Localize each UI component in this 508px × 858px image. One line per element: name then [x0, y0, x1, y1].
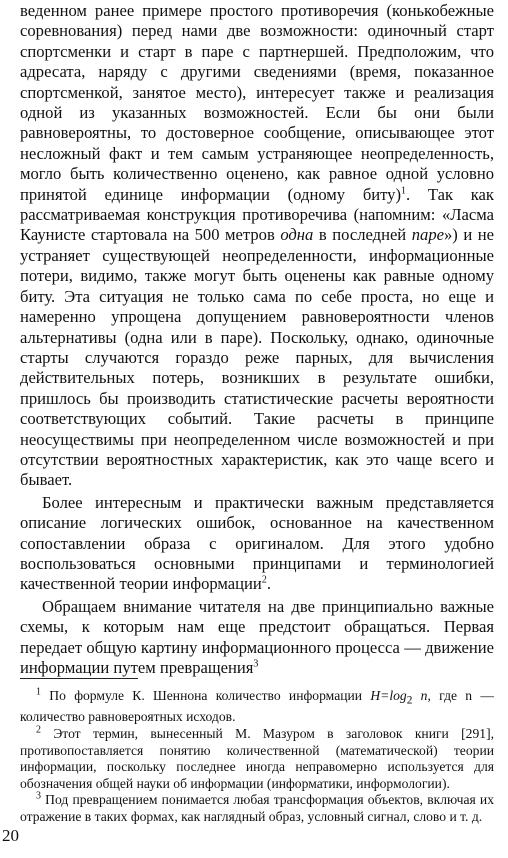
paragraph-1-part-d: ») и не устраняет существующей неопределенности, информационные потери, видимо, также могут быть оценены как равные одному биту. Эта ситуация не только сама по себе проста, но еще и намеренно упрощена допущением равновероятности членов альтернативы (одна или в паре). Поскольку, однако, одиночные старты случаются гораздо реже парных, для вычисления действительных потерь, возникших в результате ошибки, пришлось бы производить статистические расчеты вероятности соответствующих событий. Такие расчеты в принципе неосуществимы при неопределенном числе возможностей и при отсутствии вероятностных характеристик, как это чаще всего и бывает. — [20, 225, 495, 490]
footnote-2-mark: 2 — [36, 724, 41, 736]
paragraph-1-part-a: веденном ранее примере простого противоречия (конькобежные соревнования) перед нами две возможности: одиночный старт спортсменки и старт в паре с партнершей. Предположим, что адресата, наряду с другими сведениями (время, показанное спортсменкой, занятое место), интересует также и реализация одной из указанных возможностей. Если бы они были равновероятны, то достоверное сообщение, описывающее этот несложный факт и тем самым устраняющее неопределенность, могло быть количественно оценено, как равное одной условно принятой единице информации (одному биту) — [20, 1, 494, 204]
footnote-ref-2: 2 — [261, 574, 267, 586]
paragraph-3-part-a: Обращаем внимание читателя на две принципиально важные схемы, к которым нам еще предстоит обращаться. Первая передает общую картину информационного процесса — движение информации путем превращения — [20, 596, 494, 677]
footnote-1-formula-sub: 2 — [406, 694, 413, 707]
paragraph-1-emphasis-pare: паре — [411, 225, 444, 245]
footnote-3-text: Под превращением понимается любая трансформация объектов, включая их отражение в таких формах, как наглядный образ, условный сигнал, слово и т. д. — [20, 792, 494, 824]
footnote-2-text: Этот термин, вынесенный М. Мазуром в заголовок книги [291], противопоставляется понятию количественной (математической) теории информации, поскольку последнее иногда неправомерно используется для обозначения общей науки об информации (информатики, информологии). — [20, 725, 494, 791]
paragraph-3 — [20, 597, 494, 679]
footnote-ref-1: 1 — [401, 185, 407, 197]
paragraph-1-part-c: в последней — [313, 225, 412, 245]
footnote-3 — [20, 792, 494, 825]
paragraph-1-part-b: . Так как рассматриваемая конструкция противоречива (напомним: «Ласма Каунисте стартовала на 500 метров — [20, 184, 494, 245]
footnote-2 — [20, 726, 494, 792]
paragraph-2 — [20, 493, 494, 595]
footnote-1 — [20, 688, 494, 726]
paragraph-2-part-b: . — [266, 574, 271, 594]
paragraph-1-emphasis-odna: одна — [280, 225, 314, 245]
footnote-1-text-b: , где n — количество равновероятных исходов. — [20, 688, 494, 725]
footnote-1-formula: H=log — [370, 688, 407, 703]
page-text — [20, 0, 495, 824]
footnote-1-mark: 1 — [36, 686, 41, 698]
footnote-3-mark: 3 — [36, 790, 41, 802]
footnote-divider — [20, 678, 138, 679]
footnote-1-text-a: По формуле К. Шеннона количество информации — [41, 688, 371, 703]
paragraph-1 — [20, 1, 494, 491]
footnotes — [20, 688, 494, 825]
paragraph-2-part-a: Более интересным и практически важным представляется описание логических ошибок, основанное на качественном сопоставлении образа с оригиналом. Для этого удобно воспользоваться основными принципами и терминологией качественной теории информации — [20, 492, 494, 594]
footnote-1-formula-n: n — [412, 688, 428, 703]
footnote-ref-3: 3 — [253, 658, 259, 670]
page-number: 20 — [2, 826, 19, 845]
